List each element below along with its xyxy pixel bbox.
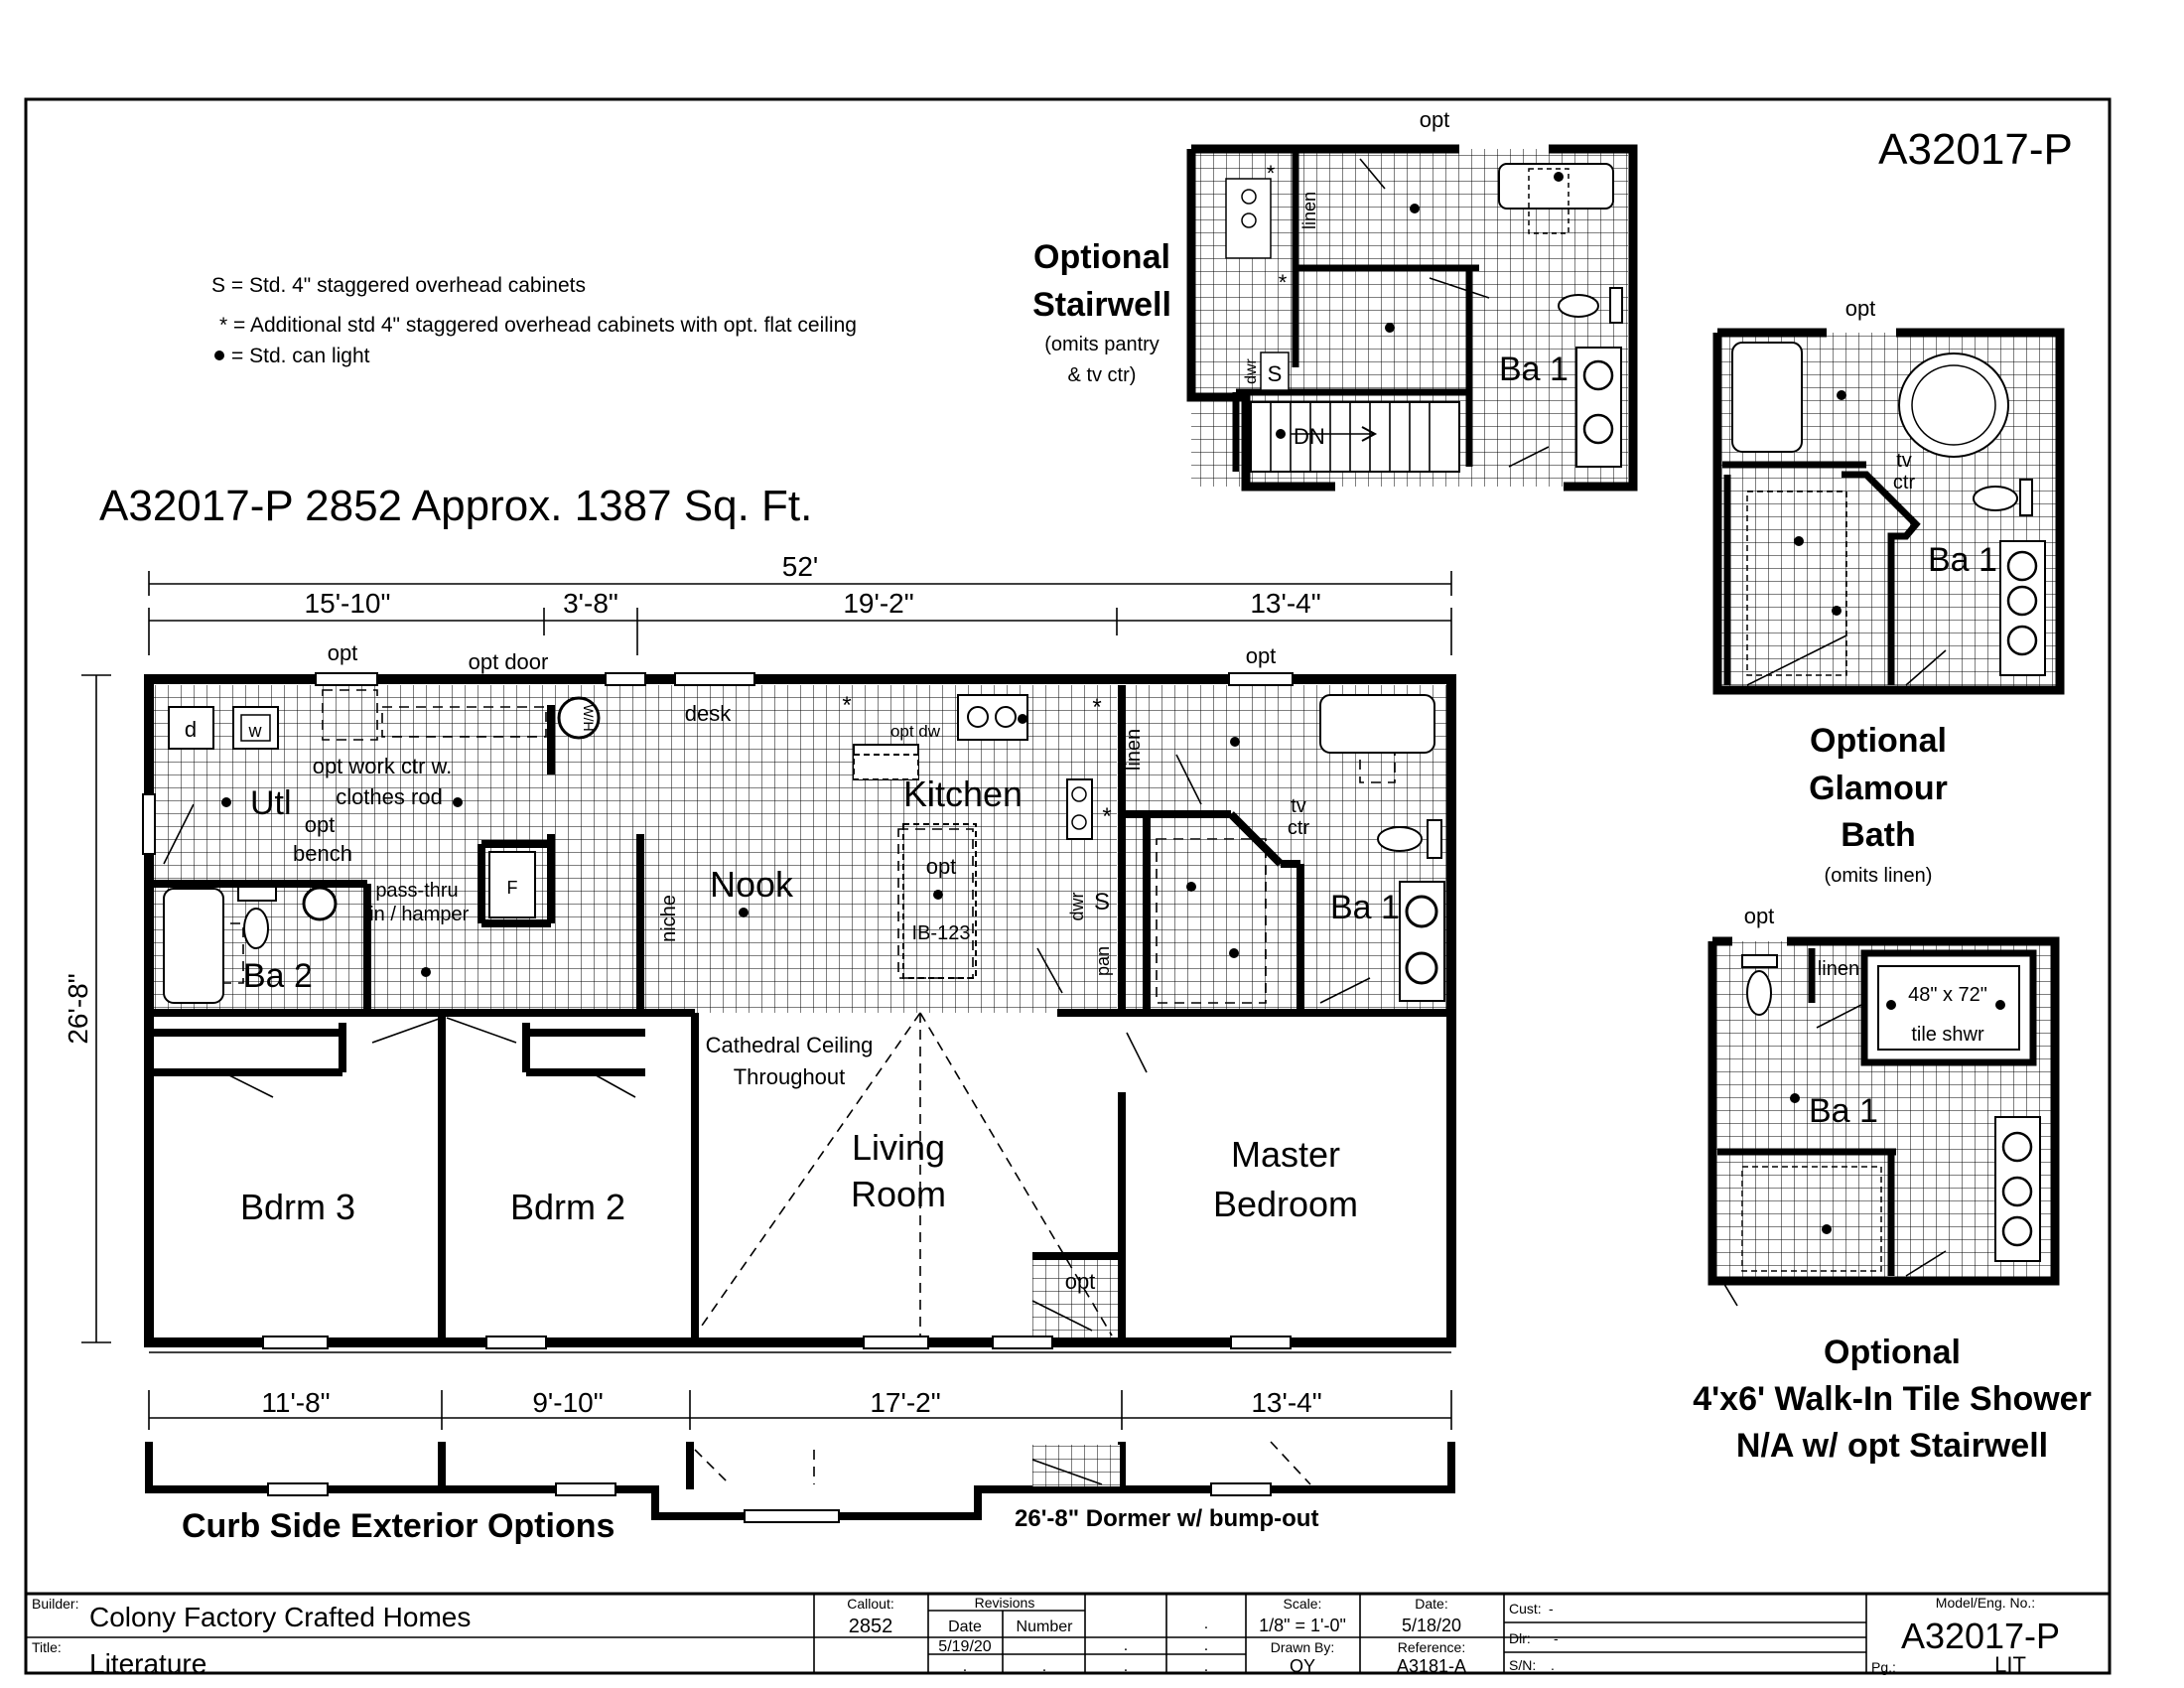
- bedroom3-label: Bdrm 3: [239, 1187, 356, 1227]
- legend-dot-note: = Std. can light: [231, 345, 370, 367]
- niche-label: niche: [658, 895, 680, 942]
- tb-dot-7: .: [1203, 1658, 1209, 1675]
- revisions-label: Revisions: [974, 1595, 1035, 1611]
- shower-title-1: Optional: [1824, 1334, 1961, 1371]
- star-kitchen-1: *: [842, 692, 852, 719]
- glamour-opt-label: opt: [1844, 296, 1876, 321]
- island-label-1: opt: [925, 854, 957, 879]
- page-value: LIT: [1994, 1652, 2026, 1677]
- date-value: 5/18/20: [1401, 1616, 1462, 1635]
- master-bedroom-label-1: Master: [1230, 1134, 1341, 1175]
- passthru-label-2: lin / hamper: [364, 904, 470, 925]
- optional-stairwell-inset: [1032, 107, 1633, 487]
- cust-label: Cust:: [1509, 1601, 1542, 1617]
- optional-tile-shower-inset: [1693, 904, 2092, 1465]
- furnace-label: F: [506, 878, 518, 898]
- tb-dot-1: .: [1203, 1616, 1209, 1632]
- dwr-label: dwr: [1067, 892, 1087, 921]
- shower-size-label-1: 48" x 72": [1908, 984, 1987, 1006]
- overall-width-dim: 52': [781, 551, 819, 582]
- title-field-label: Title:: [32, 1639, 62, 1655]
- stair-linen-label: linen: [1299, 191, 1319, 230]
- opt-window-label-2: opt: [1245, 643, 1277, 668]
- revision-date: 5/19/20: [938, 1638, 992, 1655]
- revision-date-col: Date: [948, 1618, 982, 1635]
- sink-ba2-icon: [304, 888, 336, 919]
- ctr-label: ctr: [1287, 817, 1310, 839]
- sn-label: S/N:: [1509, 1657, 1537, 1673]
- model-number-top: A32017-P: [1878, 125, 2073, 174]
- stairwell-note-2: & tv ctr): [1067, 364, 1137, 386]
- cust-value: -: [1549, 1601, 1554, 1617]
- depth-dimension: [63, 675, 111, 1342]
- passthru-label-1: pass-thru: [375, 880, 459, 902]
- title-block: [26, 1594, 2110, 1679]
- callout-value: 2852: [848, 1616, 893, 1637]
- pan-label: pan: [1093, 945, 1113, 977]
- shower-size-label-2: tile shwr: [1911, 1024, 1984, 1046]
- master-bedroom-label-2: Bedroom: [1212, 1184, 1359, 1224]
- glamour-note: (omits linen): [1824, 865, 1933, 887]
- title-value: Literature: [89, 1648, 207, 1679]
- glamour-ba1-label: Ba 1: [1928, 541, 1997, 579]
- top-dim-2: 3'-8": [563, 588, 618, 619]
- legend-star-note: * = Additional std 4" staggered overhead cabinets with opt. flat ceiling: [219, 314, 857, 337]
- model-eng-label: Model/Eng. No.:: [1935, 1595, 2036, 1611]
- reference-label: Reference:: [1397, 1639, 1466, 1655]
- plan-title: A32017-P 2852 Approx. 1387 Sq. Ft.: [99, 482, 813, 530]
- bedroom2-label: Bdrm 2: [509, 1187, 626, 1227]
- cathedral-label-1: Cathedral Ceiling: [705, 1033, 874, 1057]
- reference-value: A3181-A: [1396, 1656, 1467, 1676]
- glamour-title-2: Glamour: [1809, 770, 1948, 807]
- water-heater-label: W/H: [581, 704, 597, 732]
- revision-number-col: Number: [1016, 1618, 1073, 1635]
- living-room-label-2: Room: [850, 1174, 947, 1214]
- top-dim-4: 13'-4": [1250, 588, 1321, 619]
- page-label: Pg.:: [1871, 1659, 1896, 1675]
- drawn-by-value: OY: [1289, 1656, 1316, 1676]
- curb-side-label: Curb Side Exterior Options: [182, 1507, 615, 1545]
- work-ctr-label-1: opt work ctr w.: [312, 754, 453, 778]
- builder-value: Colony Factory Crafted Homes: [89, 1602, 472, 1632]
- dlr-label: Dlr:: [1509, 1630, 1531, 1646]
- utility-room-label: Utl: [250, 784, 292, 822]
- bench-label: bench: [293, 841, 352, 866]
- callout-label: Callout:: [847, 1596, 894, 1612]
- stairwell-note-1: (omits pantry: [1044, 334, 1160, 355]
- bottom-dim-3: 17'-2": [870, 1387, 941, 1418]
- stair-dn-label: DN: [1294, 424, 1325, 449]
- opt-window-label-1: opt: [327, 640, 358, 665]
- shower-ba1-label: Ba 1: [1809, 1092, 1878, 1130]
- stairwell-title-1: Optional: [1033, 238, 1170, 276]
- curb-side-exterior: [149, 1442, 1451, 1545]
- tb-dot-4: .: [962, 1658, 968, 1675]
- tb-dot-3: .: [1203, 1637, 1209, 1654]
- scale-value: 1/8" = 1'-0": [1259, 1616, 1346, 1635]
- stair-star-2: *: [1278, 270, 1288, 295]
- toilet-ba2-icon: [244, 909, 268, 948]
- top-dim-3: 19'-2": [843, 588, 914, 619]
- dormer-label: 26'-8" Dormer w/ bump-out: [1015, 1505, 1319, 1532]
- depth-dim: 26'-8": [63, 973, 93, 1045]
- glamour-title-1: Optional: [1810, 722, 1947, 760]
- star-kitchen-2: *: [1092, 694, 1102, 721]
- bath2-label: Ba 2: [243, 957, 313, 995]
- opt-door-label: opt door: [468, 649, 549, 674]
- opt-closet-label: opt: [1064, 1269, 1096, 1294]
- bath1-label: Ba 1: [1330, 889, 1400, 926]
- stair-s-label: S: [1267, 361, 1283, 386]
- toilet-ba1-icon: [1378, 827, 1422, 851]
- glamour-title-3: Bath: [1841, 816, 1916, 854]
- bottom-dim-1: 11'-8": [261, 1387, 331, 1418]
- glamour-tv-label: tv: [1896, 450, 1912, 472]
- legend-s-note: S = Std. 4" staggered overhead cabinets: [211, 274, 586, 297]
- shower-linen-label: linen: [1817, 958, 1860, 980]
- work-ctr-label-2: clothes rod: [336, 784, 443, 809]
- scale-label: Scale:: [1283, 1596, 1322, 1612]
- cathedral-label-2: Throughout: [733, 1064, 846, 1089]
- glamour-ctr-label: ctr: [1892, 472, 1916, 493]
- star-kitchen-3: *: [1102, 803, 1112, 830]
- bottom-dimensions: [149, 1352, 1451, 1430]
- tb-dot-5: .: [1041, 1658, 1047, 1675]
- top-dim-1: 15'-10": [304, 588, 391, 619]
- nook-label: Nook: [710, 864, 794, 905]
- kitchen-label: Kitchen: [903, 774, 1024, 814]
- tv-label: tv: [1291, 795, 1306, 817]
- can-light-legend-icon: [214, 351, 224, 360]
- s-cabinet-label: S: [1093, 889, 1111, 915]
- bottom-dim-4: 13'-4": [1251, 1387, 1322, 1418]
- sn-value: .: [1551, 1657, 1555, 1673]
- builder-field-label: Builder:: [32, 1596, 79, 1612]
- legend: [211, 274, 857, 367]
- washer-label: w: [248, 721, 262, 741]
- drawn-by-label: Drawn By:: [1270, 1639, 1335, 1655]
- island-label-2: IB-123: [911, 922, 971, 944]
- shower-opt-label: opt: [1743, 904, 1775, 928]
- bottom-dim-2: 9'-10": [532, 1387, 604, 1418]
- opt-bench-label: opt: [304, 812, 336, 837]
- opt-dw-label: opt dw: [889, 722, 941, 741]
- tub-ba1-icon: [1320, 695, 1434, 753]
- dlr-value: -: [1554, 1630, 1559, 1646]
- tub-ba2-icon: [164, 889, 223, 1003]
- range-icon: [1067, 779, 1092, 839]
- dryer-label: d: [184, 717, 198, 742]
- model-eng-value: A32017-P: [1900, 1616, 2061, 1656]
- stair-ba1-label: Ba 1: [1499, 351, 1569, 388]
- shower-title-2: 4'x6' Walk-In Tile Shower: [1693, 1380, 2092, 1418]
- optional-glamour-bath-inset: [1717, 296, 2060, 887]
- shower-title-3: N/A w/ opt Stairwell: [1735, 1427, 2049, 1465]
- stair-opt-label: opt: [1419, 107, 1450, 132]
- desk-label: desk: [684, 701, 732, 726]
- stair-star-1: *: [1266, 161, 1276, 186]
- date-label: Date:: [1415, 1596, 1448, 1612]
- living-room-label-1: Living: [851, 1127, 946, 1168]
- tb-dot-6: .: [1123, 1658, 1129, 1675]
- linen-label: linen: [1123, 728, 1145, 772]
- tb-dot-2: .: [1123, 1637, 1129, 1654]
- stairwell-title-2: Stairwell: [1032, 286, 1171, 324]
- stair-dwr-label: dwr: [1243, 358, 1260, 384]
